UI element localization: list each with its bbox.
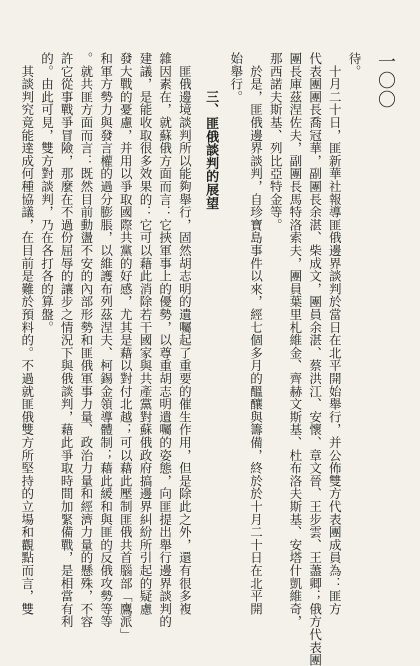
text-column: 代表團團長喬冠華，副團長余湛、柴成文，團員余湛、蔡洪江、安懷、章文晉、王步雲、王藎卿；俄方代表團: [307, 52, 323, 666]
text-column: 許它從事戰爭冒險，那麼在不過份屈辱的讓步之情況下與俄談判，藉此爭取時間加緊備戰，是相當有利: [59, 52, 75, 628]
text-column: 匪俄邊境談判所以能夠舉行，固然胡志明的遺囑起了重要的催生作用，但是除此之外，還有很多複: [177, 52, 193, 616]
text-column: 始舉行。: [228, 52, 244, 104]
text-column: 和軍方勢力與發言權的過分膨脹，以維護布列茲涅夫、柯錫金領導體制；藉此緩和與匪的反俄攻勢等等: [98, 52, 114, 628]
section-heading: 三、匪俄談判的展望: [203, 90, 219, 210]
page-number: 一〇〇: [375, 52, 396, 109]
text-column: 團長庫茲涅佐夫，副團長馬特洛索夫，團員葉里札維金、齊赫文斯基、杜布洛夫斯基、安塔什凱維奇，: [287, 52, 303, 628]
text-column: 那西諾夫斯基、列比亞特金等。: [268, 52, 284, 232]
text-column: 待。: [347, 52, 362, 78]
text-column: 的。由此可見，雙方對談判，乃在各打各的算盤。: [39, 52, 55, 334]
text-column: 建議，是能收取很多效果的：它可以藉此消除若干國家與共產黨對蘇俄政府搞邊界糾紛所引起的疑慮: [137, 52, 153, 616]
text-column: 雜因素在，就蘇俄方面而言：它挾軍事上的優勢，以尊重胡志明遺囑的姿態，向匪提出舉行邊界談判的: [157, 52, 173, 628]
text-column: 其談判究竟能達成何種協議，在目前是難於預料的。不過就匪俄雙方所堅持的立場和觀點而言，雙: [19, 52, 35, 616]
text-column: 於是，匪俄邊界談判，自珍寶島事件以來，經七個多月的醞釀與籌備，終於於十月二十日在北平開: [248, 52, 264, 616]
text-column: 。就共匪方面而言：既然目前動盪不安的內部形勢和匪俄軍事力量、政治力量和經濟力量的懸殊，不容: [78, 52, 94, 628]
text-column: 十月二十日，匪新華社報導匪俄邊界談判於當日在北平開始舉行，并公佈雙方代表團成員為：匪方: [327, 52, 343, 616]
body-text: [17, 52, 364, 666]
text-column: 發大戰的憂慮，并用以爭取國際共黨的好感，尤其是藉以對付北越；可以藉此壓制匪俄共首腦部「鷹派」: [118, 52, 134, 641]
